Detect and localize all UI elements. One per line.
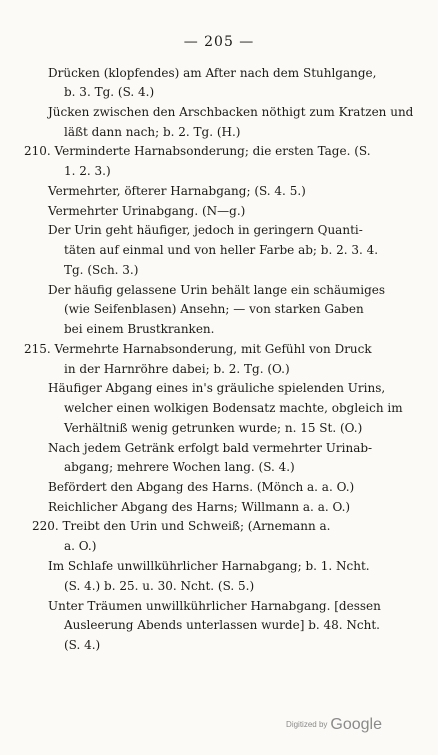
text-line: abgang; mehrere Wochen lang. (S. 4.) xyxy=(64,460,295,474)
text-line: Der häufig gelassene Urin behält lange ein schäumiges xyxy=(48,283,386,297)
text-line: b. 3. Tg. (S. 4.) xyxy=(64,85,155,99)
text-line: täten auf einmal und von heller Farbe ab; b. 2. 3. 4. xyxy=(64,243,379,257)
text-line: Ausleerung Abends unterlassen wurde] b. 48. Ncht. xyxy=(64,618,380,632)
text-line: (S. 4.) b. 25. u. 30. Ncht. (S. 5.) xyxy=(64,579,255,593)
text-line: 215. Vermehrte Harnabsonderung, mit Gefühl von Druck xyxy=(24,342,372,356)
text-line: Unter Träumen unwillkührlicher Harnabgang. [dessen xyxy=(48,599,381,613)
text-line: 220. Treibt den Urin und Schweiß; (Arnemann a. xyxy=(32,519,331,533)
text-line: in der Harnröhre dabei; b. 2. Tg. (O.) xyxy=(64,362,290,376)
text-line: welcher einen wolkigen Bodensatz machte, obgleich im xyxy=(64,401,403,415)
text-line: (S. 4.) xyxy=(64,638,101,652)
digitized-by-label: Digitized by xyxy=(286,720,328,729)
text-line: Jücken zwischen den Arschbacken nöthigt zum Kratzen und xyxy=(48,105,414,119)
text-line: a. O.) xyxy=(64,539,97,553)
page-number: — 205 — xyxy=(183,34,255,50)
text-line: 1. 2. 3.) xyxy=(64,164,111,178)
text-line: Im Schlafe unwillkührlicher Harnabgang; b. 1. Ncht. xyxy=(48,559,370,573)
google-logo: Google xyxy=(330,716,382,733)
text-line: bei einem Brustkranken. xyxy=(64,322,215,336)
text-line: Vermehrter Urinabgang. (N—g.) xyxy=(48,204,246,218)
text-line: Befördert den Abgang des Harns. (Mönch a. a. O.) xyxy=(48,480,355,494)
text-line: Vermehrter, öfterer Harnabgang; (S. 4. 5.) xyxy=(48,184,306,198)
text-line: Nach jedem Getränk erfolgt bald vermehrter Urinab- xyxy=(48,441,373,455)
text-line: Drücken (klopfendes) am After nach dem Stuhlgange, xyxy=(48,66,377,80)
text-line: (wie Seifenblasen) Ansehn; — von starken Gaben xyxy=(64,302,364,316)
text-line: Tg. (Sch. 3.) xyxy=(64,263,139,277)
text-line: läßt dann nach; b. 2. Tg. (H.) xyxy=(64,125,241,139)
text-line: Der Urin geht häufiger, jedoch in geringern Quanti- xyxy=(48,223,363,237)
text-line: 210. Verminderte Harnabsonderung; die ersten Tage. (S. xyxy=(24,144,371,158)
text-line: Verhältniß wenig getrunken wurde; n. 15 St. (O.) xyxy=(64,421,363,435)
text-line: Häufiger Abgang eines in's gräuliche spielenden Urins, xyxy=(48,381,386,395)
text-line: Reichlicher Abgang des Harns; Willmann a. a. O.) xyxy=(48,500,351,514)
google-watermark xyxy=(286,716,382,734)
